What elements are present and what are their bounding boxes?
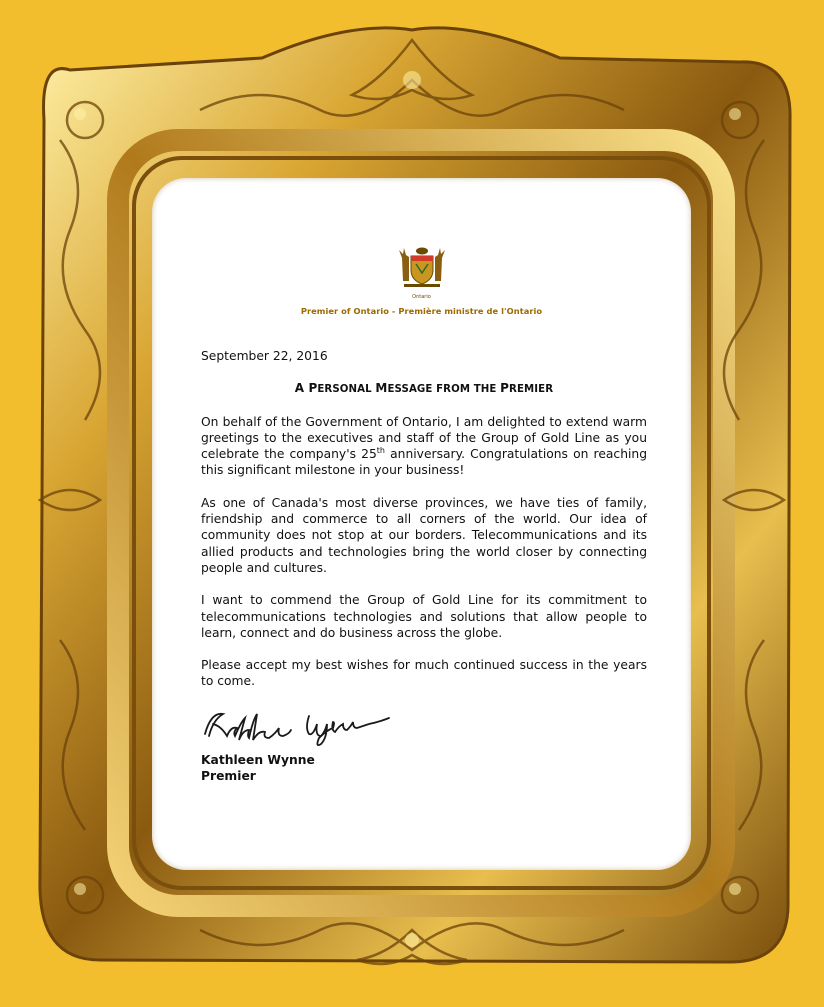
paragraph-1-text-b: anniversary. Congratulations on reaching this significant milestone in your business! (201, 447, 647, 478)
handwritten-signature (197, 702, 407, 748)
signer-title: Premier (201, 769, 256, 784)
office-title: Premier of Ontario - Première ministre de l'Ontario (300, 306, 543, 316)
letter-heading (201, 380, 647, 398)
letterhead (152, 244, 691, 316)
heading-small-2: ESSAGE FROM THE (387, 384, 501, 396)
letter-date: September 22, 2016 (201, 349, 328, 363)
paragraph-1-text-a: On behalf of the Government of Ontario, I am delighted to extend warm greetings to the executives and staff of the Group of Gold Line as you celebrate the company's 25 (201, 414, 647, 462)
heading-cap-1: A P (294, 381, 318, 396)
paragraph-2: As one of Canada's most diverse provinces, we have ties of family, friendship and commerce to all corners of the world. Our idea of community does not stop at our borders. Telecommunications and its allied products and technologies bring the world closer by connecting people and cultures. (201, 495, 647, 575)
paragraph-1 (201, 414, 647, 479)
crest-caption: Ontario (412, 294, 431, 300)
heading-cap-2: M (375, 381, 388, 396)
letter-body (201, 348, 647, 784)
heading-small-1: ERSONAL (317, 384, 376, 396)
letter-paper (152, 178, 691, 870)
paragraph-4: Please accept my best wishes for much continued success in the years to come. (201, 658, 647, 689)
ordinal-suffix: th (376, 446, 385, 456)
signer-name: Kathleen Wynne (201, 752, 315, 767)
heading-small-3: REMIER (509, 384, 554, 396)
ontario-coat-of-arms-icon (396, 244, 448, 294)
paragraph-3: I want to commend the Group of Gold Line for its commitment to telecommunications technologies and solutions that allow people to learn, connect and do business across the globe. (201, 593, 647, 640)
heading-cap-3: P (500, 381, 510, 396)
